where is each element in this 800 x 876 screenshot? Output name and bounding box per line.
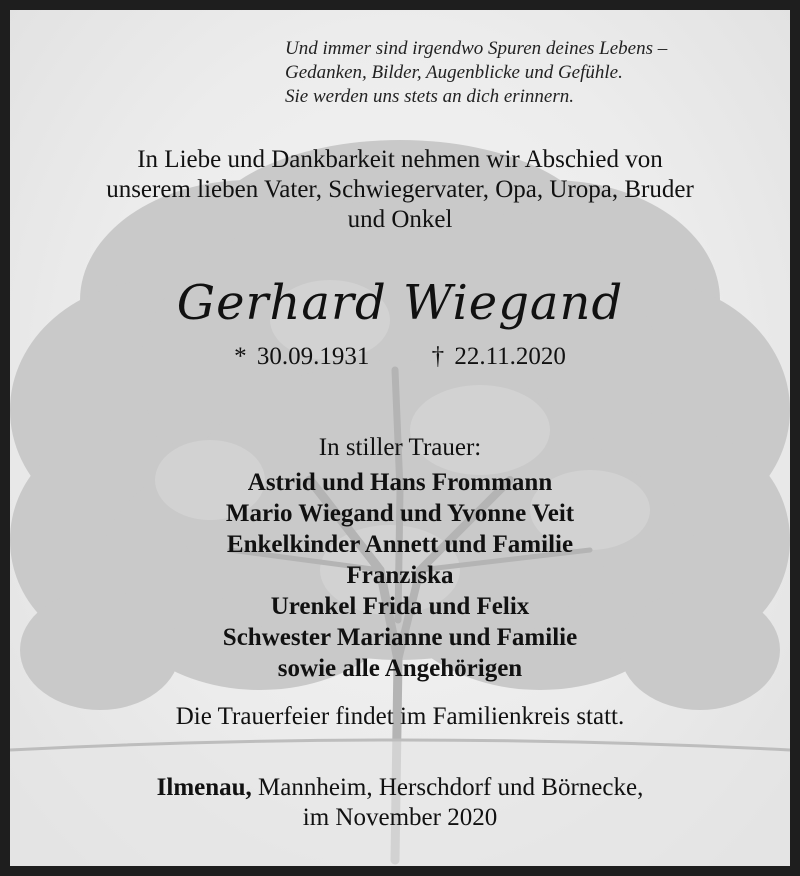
farewell-intro <box>10 145 790 235</box>
quote-line: Sie werden uns stets an dich erinnern. <box>285 86 575 107</box>
intro-line: und Onkel <box>347 206 453 233</box>
intro-line: In Liebe und Dankbarkeit nehmen wir Abschied von <box>137 146 663 173</box>
place-and-date <box>10 773 790 833</box>
life-dates <box>10 342 790 372</box>
places-line <box>10 773 790 803</box>
memorial-quote <box>285 37 765 109</box>
mourner-entry: Mario Wiegand und Yvonne Veit <box>225 500 575 527</box>
deceased-name: Gerhard Wiegand <box>176 275 624 331</box>
birth-date: * 30.09.1931 <box>234 343 370 370</box>
intro-line: unserem lieben Vater, Schwiegervater, Opa, Uropa, Bruder <box>106 176 694 203</box>
funeral-service-note: Die Trauerfeier findet im Familienkreis statt. <box>175 703 625 730</box>
quote-line: Und immer sind irgendwo Spuren deines Lebens – <box>285 38 668 59</box>
other-places: Mannheim, Herschdorf und Börnecke, <box>251 774 644 801</box>
mourner-entry: Urenkel Frida und Felix <box>270 593 530 620</box>
main-place: Ilmenau, <box>156 774 252 801</box>
notice-date: im November 2020 <box>302 804 498 831</box>
mourner-entry: Schwester Marianne und Familie <box>222 624 578 651</box>
quote-line: Gedanken, Bilder, Augenblicke und Gefühle. <box>285 62 623 83</box>
mourner-entry: sowie alle Angehörigen <box>277 655 523 682</box>
obituary-content <box>10 10 790 866</box>
mourners-list <box>10 467 790 684</box>
death-date: † 22.11.2020 <box>431 343 566 370</box>
mourner-entry: Enkelkinder Annett und Familie <box>226 531 574 558</box>
mourner-entry: Franziska <box>346 562 454 589</box>
mourning-heading: In stiller Trauer: <box>318 434 482 461</box>
mourner-entry: Astrid und Hans Frommann <box>247 469 553 496</box>
